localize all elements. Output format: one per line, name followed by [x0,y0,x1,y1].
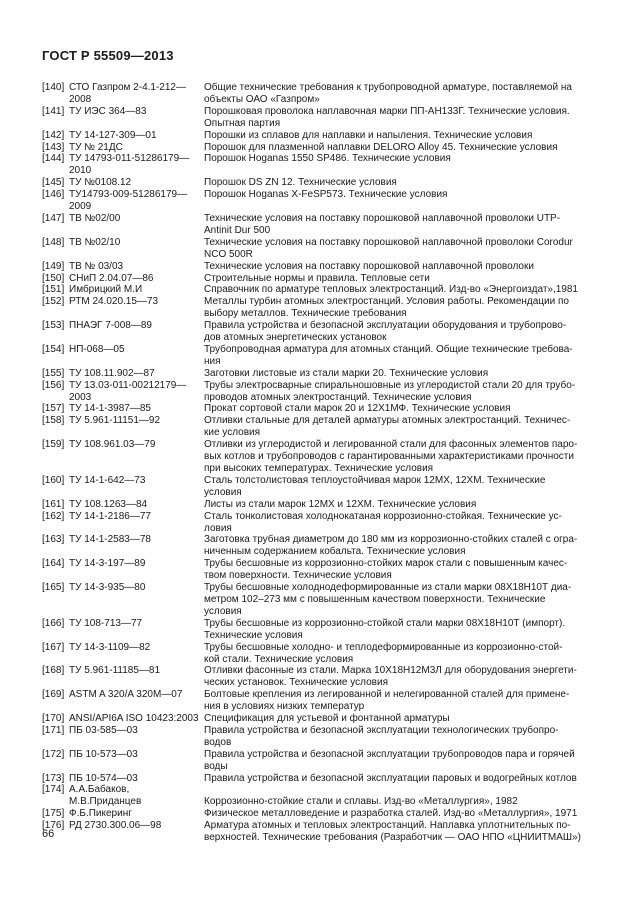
reference-source [67,618,204,642]
reference-source [67,558,204,582]
reference-description-line: дов атомных энергетических установок [204,332,387,344]
reference-item [42,273,590,285]
reference-description [204,415,590,439]
reference-description [204,320,590,344]
reference-description [204,189,590,213]
reference-source-line: ПНАЭГ 7-008—89 [69,320,152,332]
reference-description [204,820,590,844]
reference-description-line: ловия [204,522,232,534]
reference-description-line: Отливки стальные для деталей арматуры атомных электростанций. Техничес- [204,415,571,427]
reference-source [67,713,204,725]
reference-description-line: ческих установок. Технические условия [204,677,388,689]
reference-source [67,820,204,844]
reference-description-line: ния в условиях низких температур [204,701,365,713]
reference-description [204,773,590,785]
reference-source [67,368,204,380]
reference-number: [170] [42,713,65,725]
reference-number: [154] [42,343,65,355]
reference-source [67,189,204,213]
reference-number: [164] [42,558,65,570]
reference-source [67,142,204,154]
reference-description-line: условия [204,486,242,498]
reference-source [67,534,204,558]
reference-description [204,499,590,511]
reference-number: [162] [42,510,65,522]
reference-source-line: ASTM A 320/A 320M—07 [69,689,183,701]
reference-number: [161] [42,498,65,510]
reference-source-line: А.А.Бабаков, [69,784,130,796]
reference-number: [156] [42,379,65,391]
reference-description [204,368,590,380]
reference-source [67,273,204,285]
reference-source-line: ТУ 108.11.902—87 [69,367,155,379]
reference-description [204,582,590,618]
reference-description-line: Правила устройства и безопасной эксплуатации технологических трубопро- [204,724,559,736]
reference-description-line [204,784,590,796]
reference-description-line: Трубы бесшовные из коррозионно-стойкой стали марки 08Х18Н10Т (импорт). [204,617,566,629]
reference-source-line: РД 2730.300.06—98 [69,820,162,832]
reference-description-line: Физическое металловедение и разработка сталей. Изд-во «Металлургия», 1971 [204,808,578,820]
reference-item [42,725,590,749]
reference-source [67,380,204,404]
reference-description-line: Технические условия [204,629,303,641]
reference-source-line: ТУ 14-127-309—01 [69,129,157,141]
reference-item [42,511,590,535]
reference-number: [165] [42,582,65,594]
reference-item [42,130,590,142]
reference-description-line: Порошок Hoganas X-FeSP573. Технические условия [204,189,448,201]
reference-source [67,475,204,499]
reference-source [67,784,204,808]
reference-number: [163] [42,534,65,546]
reference-number: [148] [42,236,65,248]
reference-description [204,177,590,189]
reference-description-line: Порошковая проволока наплавочная марки ПП-АН133Г. Технические условия. [204,105,570,117]
reference-source-line: 2003 [69,391,92,403]
reference-description-line: верхностей. Технические требования (Разработчик — ОАО НПО «ЦНИИТМАШ») [204,832,581,844]
reference-item [42,665,590,689]
reference-number: [147] [42,212,65,224]
reference-source [67,499,204,511]
reference-description [204,130,590,142]
reference-description [204,380,590,404]
reference-description-line: Отливки фасонные из стали. Марка 10Х18Н12М3Л для оборудования энергети- [204,665,577,677]
reference-source [67,773,204,785]
reference-source-line: ТУ 14-1-642—73 [69,474,146,486]
reference-description-line: Спецификация для устьевой и фонтанной арматуры [204,713,450,725]
reference-number: [160] [42,474,65,486]
reference-description-line: объекты ОАО «Газпром» [204,93,320,105]
reference-item [42,749,590,773]
reference-source-line: 2008 [69,93,92,105]
reference-item [42,213,590,237]
reference-source [67,213,204,237]
reference-description-line: Болтовые крепления из легированной и нелегированной сталей для примене- [204,689,570,701]
reference-description [204,106,590,130]
reference-description-line: метром 102–273 мм с повышенным качеством поверхности. Технические [204,593,546,605]
reference-item [42,439,590,475]
reference-description [204,237,590,261]
reference-description-line: Строительные нормы и правила. Тепловые сети [204,272,430,284]
reference-source-line: ТУ 14-1-2186—77 [69,510,151,522]
reference-number: [141] [42,105,65,117]
reference-description-line: Технические условия на поставку порошковой наплавочной проволоки Corodur [204,236,573,248]
reference-number: [176] [42,820,65,832]
reference-source-line: Имбрицкий М.И [69,284,143,296]
reference-description [204,439,590,475]
reference-source-line: ANSI/API6A ISO 10423:2003 [69,713,199,725]
reference-description-line: ниченным содержанием кобальта. Технические условия [204,546,466,558]
reference-description [204,689,590,713]
reference-description [204,784,590,808]
reference-item [42,177,590,189]
reference-description [204,296,590,320]
reference-item [42,237,590,261]
reference-source-line: ТВ №02/10 [69,236,121,248]
reference-source-line: ТУ № 21ДС [69,141,123,153]
reference-source [67,320,204,344]
reference-description [204,142,590,154]
reference-description-line: Технические условия на поставку порошковой наплавочной проволоки [204,260,534,272]
reference-description-line: Арматура атомных и тепловых электростанций. Наплавка уплотнительных по- [204,820,571,832]
reference-item [42,534,590,558]
reference-item [42,380,590,404]
reference-item [42,773,590,785]
reference-description [204,808,590,820]
reference-number: [146] [42,189,65,201]
reference-description-line: водов [204,736,232,748]
reference-description [204,749,590,773]
reference-description [204,534,590,558]
reference-number: [174] [42,784,65,796]
reference-number: [168] [42,665,65,677]
reference-number: [175] [42,808,65,820]
reference-number: [152] [42,296,65,308]
reference-source [67,642,204,666]
reference-description [204,511,590,535]
reference-number: [151] [42,284,65,296]
reference-description-line: NCO 500R [204,248,253,260]
reference-description [204,213,590,237]
reference-description [204,725,590,749]
reference-source-line: ТУ 108-713—77 [69,617,143,629]
reference-source-line: ПБ 10-574—03 [69,772,138,784]
reference-number: [173] [42,772,65,784]
reference-description-line: Правила устройства и безопасной эксплуатации паровых и водогрейных котлов [204,772,577,784]
reference-source-line: ТУ 14-3-935—80 [69,582,146,594]
reference-description-line: Порошок для плазменной наплавки DELORO Alloy 45. Технические условия [204,141,558,153]
reference-source-line: М.В.Приданцев [69,796,142,808]
reference-item [42,403,590,415]
reference-list [42,82,590,844]
reference-source [67,130,204,142]
document-header: ГОСТ Р 55509—2013 [42,48,174,63]
reference-number: [158] [42,415,65,427]
reference-description-line: ния [204,355,221,367]
reference-description-line: Правила устройства и безопасной эксплуатации трубопроводов пара и горячей [204,748,575,760]
reference-item [42,284,590,296]
reference-description [204,403,590,415]
reference-source [67,808,204,820]
reference-source [67,439,204,475]
reference-number: [169] [42,689,65,701]
reference-number: [143] [42,141,65,153]
reference-item [42,618,590,642]
reference-source-line: Ф.Б.Пикеринг [69,808,132,820]
reference-description [204,665,590,689]
reference-source-line: НП-068—05 [69,343,125,355]
reference-source-line: ТУ 14-3-1109—82 [69,641,151,653]
reference-description-line: Трубы бесшовные холоднодеформированные из стали марки 08Х18Н10Т диа- [204,582,572,594]
reference-description-line: кой стали. Технические условия [204,653,354,665]
reference-source [67,725,204,749]
reference-description [204,475,590,499]
reference-description-line: Правила устройства и безопасной эксплуатации оборудования и трубопрово- [204,320,567,332]
reference-description-line: Технические условия на поставку порошковой наплавочной проволоки UTP- [204,212,561,224]
reference-source [67,749,204,773]
reference-item [42,475,590,499]
reference-source-line: ТВ №02/00 [69,212,121,224]
reference-description [204,618,590,642]
reference-source-line: ТУ 14-3-197—89 [69,558,146,570]
reference-item [42,344,590,368]
reference-number: [140] [42,82,65,93]
reference-description-line: проводов атомных электростанций. Технические условия [204,391,472,403]
reference-source-line: СТО Газпром 2-4.1-212— [69,82,186,93]
reference-item [42,368,590,380]
reference-description-line: Коррозионно-стойкие стали и сплавы. Изд-во «Металлургия», 1982 [204,796,518,808]
reference-item [42,320,590,344]
reference-item [42,142,590,154]
reference-description-line: твом поверхности. Технические условия [204,570,392,582]
reference-description-line: выбору металлов. Технические требования [204,308,407,320]
reference-source-line: ТУ №0108.12 [69,177,132,189]
reference-description-line: Порошки из сплавов для наплавки и напыления. Технические условия [204,129,533,141]
reference-source [67,153,204,177]
reference-source-line: СНиП 2.04.07—86 [69,272,154,284]
reference-number: [166] [42,617,65,629]
reference-item [42,784,590,808]
page-number: 66 [42,828,55,840]
reference-source-line: ПБ 10-573—03 [69,748,138,760]
reference-description [204,642,590,666]
reference-description-line: Заготовки листовые из стали марки 20. Технические условия [204,367,489,379]
reference-source [67,511,204,535]
reference-source-line: 2010 [69,165,92,177]
reference-source [67,344,204,368]
reference-description-line: Отливки из углеродистой и легированной стали для фасонных элементов паро- [204,439,578,451]
reference-source [67,582,204,618]
reference-source [67,82,204,106]
reference-source-line: ТУ ИЭС 364—83 [69,105,147,117]
reference-source [67,296,204,320]
reference-source-line: ТУ 5.961-11151—92 [69,415,161,427]
reference-description [204,153,590,177]
reference-item [42,189,590,213]
reference-source [67,177,204,189]
reference-description-line: при высоких температурах. Технические условия [204,463,434,474]
reference-description-line: Порошок DS ZN 12. Технические условия [204,177,397,189]
reference-number: [142] [42,129,65,141]
reference-item [42,689,590,713]
reference-description-line: Antinit Dur 500 [204,224,271,236]
reference-description-line: Заготовка трубная диаметром до 180 мм из коррозионно-стойких сталей с огра- [204,534,578,546]
reference-description-line: Сталь тонколистовая холоднокатаная коррозионно-стойкая. Технические ус- [204,510,562,522]
reference-description-line: Трубы бесшовные из коррозионно-стойких марок стали с повышенным качес- [204,558,568,570]
reference-description-line: Листы из стали марок 12МХ и 12ХМ. Технические условия [204,498,477,510]
reference-item [42,261,590,273]
reference-description-line: Трубопроводная арматура для атомных станций. Общие технические требова- [204,343,573,355]
reference-description-line: Трубы электросварные спиральношовные из углеродистой стали 20 для трубо- [204,379,576,391]
reference-description [204,558,590,582]
reference-description-line: Порошок Hoganas 1550 SP486. Технические условия [204,153,451,165]
reference-number: [159] [42,439,65,451]
reference-source-line: ТУ 14-1-3987—85 [69,403,151,415]
reference-source-line: ТУ 14793-011-51286179— [69,153,190,165]
reference-description-line: Опытная партия [204,117,281,129]
reference-item [42,808,590,820]
reference-source-line: ТУ 13.03-011-00212179— [69,379,187,391]
reference-source [67,665,204,689]
reference-item [42,582,590,618]
reference-source [67,261,204,273]
reference-description-line: Металлы турбин атомных электростанций. Условия работы. Рекомендации по [204,296,569,308]
reference-item [42,82,590,106]
reference-source-line: ТУ 14-1-2583—78 [69,534,151,546]
reference-description [204,261,590,273]
reference-source [67,106,204,130]
reference-item [42,713,590,725]
reference-item [42,296,590,320]
reference-description [204,284,590,296]
reference-source [67,415,204,439]
reference-description [204,344,590,368]
reference-number: [172] [42,748,65,760]
reference-source-line: ТУ 5.961-11185—81 [69,665,161,677]
reference-description-line: Трубы бесшовные холодно- и теплодеформированные из коррозионно-стой- [204,641,563,653]
reference-number: [155] [42,367,65,379]
reference-description-line: Прокат сортовой стали марок 20 и 12Х1МФ. Технические условия [204,403,511,415]
reference-source-line: РТМ 24.020.15—73 [69,296,159,308]
reference-description [204,273,590,285]
reference-item [42,558,590,582]
reference-item [42,642,590,666]
reference-description-line: Справочник по арматуре тепловых электростанций. Изд-во «Энергоиздат»,1981 [204,284,578,296]
reference-item [42,153,590,177]
reference-source [67,689,204,713]
reference-number: [145] [42,177,65,189]
reference-description-line: воды [204,760,228,772]
reference-item [42,820,590,844]
reference-description-line: кие условия [204,427,261,439]
reference-source [67,403,204,415]
reference-description-line: вых котлов и трубопроводов с гарантированными характеристиками прочности [204,451,574,463]
reference-source-line: 2009 [69,201,92,213]
reference-number: [157] [42,403,65,415]
reference-description-line: условия [204,605,242,617]
reference-description-line: Общие технические требования к трубопроводной арматуре, поставляемой на [204,82,572,93]
reference-item [42,106,590,130]
reference-source-line: ТУ 108.1263—84 [69,498,148,510]
reference-number: [144] [42,153,65,165]
reference-item [42,415,590,439]
reference-item [42,499,590,511]
reference-description-line: Сталь толстолистовая теплоустойчивая марок 12МХ, 12ХМ. Технические [204,474,546,486]
reference-number: [167] [42,641,65,653]
reference-source [67,237,204,261]
reference-number: [150] [42,272,65,284]
reference-source-line: ТУ 108.961.03—79 [69,439,156,451]
reference-source-line: ПБ 03-585—03 [69,724,138,736]
reference-source-line: ТВ № 03/03 [69,260,124,272]
reference-description [204,82,590,106]
reference-source [67,284,204,296]
reference-number: [153] [42,320,65,332]
reference-number: [171] [42,724,65,736]
reference-description [204,713,590,725]
reference-source-line: ТУ14793-009-51286179— [69,189,188,201]
reference-number: [149] [42,260,65,272]
